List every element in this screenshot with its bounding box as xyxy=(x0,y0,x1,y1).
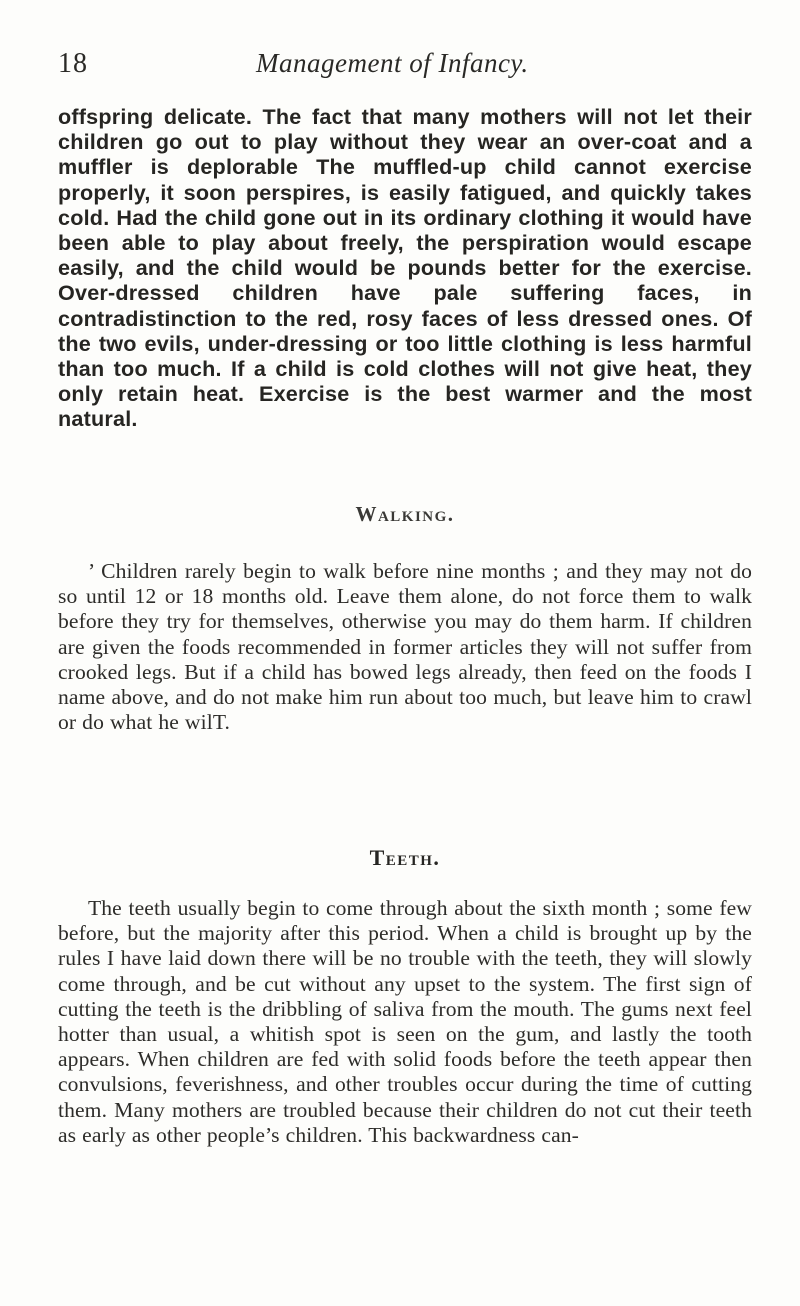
book-page xyxy=(58,0,752,1306)
running-head xyxy=(58,48,752,82)
paragraph-walking: ’ Children rarely begin to walk before nine months ; and they may not do so until 12 or 18 months old. Leave them alone, do not force them to walk before they try for themselves, otherwise you may do them harm. If children are given the foods recommended in former articles they will not suffer from crooked legs. But if a child has bowed legs already, then feed on the foods I name above, and do not make him run about too much, but leave him to crawl or do what he wilT. xyxy=(58,559,752,735)
section-heading-walking: Walking. xyxy=(355,502,455,526)
page-number: 18 xyxy=(58,48,88,79)
paragraph-teeth: The teeth usually begin to come through about the sixth month ; some few before, but the majority after this period. When a child is brought up by the rules I have laid down there will be no trouble with the teeth, they will slowly come through, and be cut without any upset to the system. The first sign of cutting the teeth is the dribbling of saliva from the mouth. The gums next feel hotter than usual, a whitish spot is seen on the gum, and lastly the tooth appears. When children are fed with solid foods before the teeth appear then convulsions, feverishness, and other troubles occur during the time of cutting them. Many mothers are troubled because their children do not cut their teeth as early as other people’s children. This backwardness can- xyxy=(58,896,752,1147)
book-title: Management of Infancy. xyxy=(256,48,529,78)
paragraph-clothing: offspring delicate. The fact that many mothers will not let their children go out to play without they wear an over-coat and a muffler is deplorable The muffled-up child cannot exercise properly, it soon perspires, is easily fatigued, and quickly takes cold. Had the child gone out in its ordinary clothing it would have been able to play about freely, the perspiration would escape easily, and the child would be pounds better for the exercise. Over-dressed children have pale suffering faces, in contradistinction to the red, rosy faces of less dressed ones. Of the two evils, under-dressing or too little clothing is less harmful than too much. If a child is cold clothes will not give heat, they only retain heat. Exercise is the best warmer and the most natural. xyxy=(58,104,752,432)
section-heading-teeth: Teeth. xyxy=(369,845,441,870)
